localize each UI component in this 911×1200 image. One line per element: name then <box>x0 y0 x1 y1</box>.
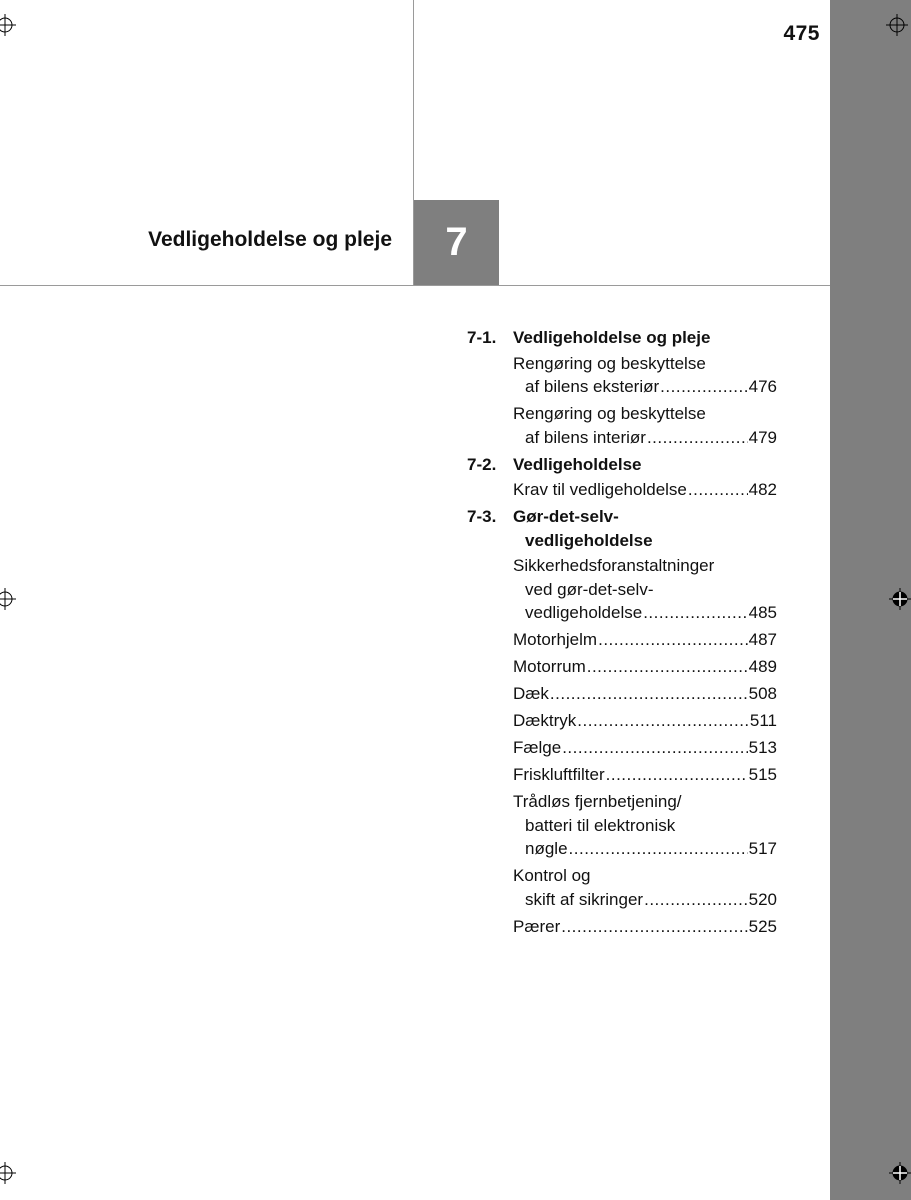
toc-entry[interactable] <box>513 478 777 502</box>
dot-leader <box>587 655 748 679</box>
toc-section-title-line1: Gør-det-selv- <box>513 507 619 526</box>
dot-leader <box>644 888 748 912</box>
toc-entry[interactable] <box>513 790 777 861</box>
toc-entry-title-cont: skift af sikringer <box>525 889 644 909</box>
toc-entry-page: 489 <box>748 657 777 676</box>
registration-mark-icon <box>889 1162 911 1184</box>
toc-section-number: 7-3. <box>467 507 497 526</box>
toc-entry-page: 479 <box>748 427 777 447</box>
header-horizontal-rule <box>0 285 830 286</box>
toc-section-heading <box>467 505 777 552</box>
toc-entry-page: 508 <box>748 684 777 703</box>
dot-leader <box>550 682 748 706</box>
toc-entry-leader-line <box>513 837 777 861</box>
toc-entry-page: 513 <box>748 738 777 757</box>
toc-entry[interactable] <box>513 554 777 625</box>
table-of-contents <box>467 326 777 942</box>
dot-leader <box>569 837 748 861</box>
toc-entry[interactable] <box>513 915 777 939</box>
dot-leader <box>647 426 748 450</box>
chapter-title: Vedligeholdelse og pleje <box>148 228 392 251</box>
dot-leader <box>606 763 748 787</box>
toc-entry-title-cont: vedligeholdelse <box>525 603 643 622</box>
toc-entry-leader-line <box>513 915 777 939</box>
toc-entry-title: Sikkerhedsforanstaltninger <box>513 556 715 575</box>
toc-entry-leader-line <box>513 736 777 760</box>
toc-entry-page: 485 <box>748 603 777 622</box>
toc-entry-page: 517 <box>748 839 777 858</box>
toc-entry-title: Kontrol og <box>513 866 591 885</box>
toc-entry-title: Friskluftfilter <box>513 765 605 784</box>
registration-mark-icon <box>0 588 16 610</box>
toc-entry-page: 515 <box>748 765 777 784</box>
toc-entry-title: Rengøring og beskyttelse <box>513 353 706 373</box>
toc-section-title <box>513 505 777 552</box>
toc-entry-page: 476 <box>748 377 777 396</box>
toc-entry-leader-line <box>513 888 777 912</box>
dot-leader <box>577 709 749 733</box>
toc-entry-page: 482 <box>748 480 777 499</box>
toc-entry[interactable] <box>513 763 777 787</box>
toc-entry-leader-line <box>513 763 777 787</box>
toc-entry-title: Rengøring og beskyttelse <box>513 404 706 423</box>
chapter-number: 7 <box>445 220 468 264</box>
toc-entry[interactable] <box>513 402 777 449</box>
toc-entry[interactable] <box>513 352 777 399</box>
dot-leader <box>688 478 748 502</box>
toc-entry-page: 520 <box>748 889 777 909</box>
toc-entry-title: Motorhjelm <box>513 630 598 649</box>
toc-entry-leader-line <box>513 709 777 733</box>
toc-section-title-line2: vedligeholdelse <box>525 530 653 550</box>
toc-entry-title: Fælge <box>513 738 562 757</box>
toc-entry-leader-line <box>513 628 777 652</box>
toc-entry-title: Pærer <box>513 916 561 936</box>
toc-entry-page: 487 <box>748 630 777 649</box>
registration-mark-icon <box>0 1162 16 1184</box>
toc-section-title: Vedligeholdelse og pleje <box>513 328 711 347</box>
registration-mark-icon <box>0 14 16 36</box>
toc-entry-title: Dæktryk <box>513 711 577 730</box>
toc-entry[interactable] <box>513 655 777 679</box>
toc-entry-page: 511 <box>749 711 777 730</box>
dot-leader <box>561 915 747 939</box>
toc-entry[interactable] <box>513 628 777 652</box>
dot-leader <box>643 601 747 625</box>
toc-section-number: 7-1. <box>467 328 497 347</box>
toc-entry-leader-line <box>513 426 777 450</box>
toc-entry[interactable] <box>513 682 777 706</box>
dot-leader <box>562 736 747 760</box>
toc-entry-leader-line <box>513 375 777 399</box>
toc-entry-title-cont: af bilens eksteriør <box>525 377 660 396</box>
toc-entry-title: Motorrum <box>513 657 586 676</box>
chapter-number-box <box>414 200 499 285</box>
toc-section-heading <box>467 326 777 350</box>
registration-mark-icon <box>886 14 908 36</box>
dot-leader <box>598 628 748 652</box>
toc-entry[interactable] <box>513 736 777 760</box>
toc-entry-title: Dæk <box>513 684 549 703</box>
registration-mark-icon <box>889 588 911 610</box>
toc-entry-title-cont: ved gør-det-selv- <box>525 579 654 599</box>
toc-entry[interactable] <box>513 864 777 911</box>
toc-entry-page: 525 <box>748 916 777 936</box>
toc-section-number: 7-2. <box>467 454 497 474</box>
toc-section-heading <box>467 453 777 477</box>
toc-entry-title: Krav til vedligeholdelse <box>513 480 687 499</box>
toc-entry-leader-line <box>513 655 777 679</box>
toc-entry-leader-line <box>513 601 777 625</box>
toc-entry-title-cont: af bilens interiør <box>525 427 646 447</box>
toc-section-title: Vedligeholdelse <box>513 454 642 474</box>
toc-entry-leader-line <box>513 478 777 502</box>
toc-entry-title-cont: batteri til elektronisk <box>525 815 676 835</box>
toc-entry-leader-line <box>513 682 777 706</box>
toc-entry-title-cont: nøgle <box>525 839 568 858</box>
page-number: 475 <box>783 22 820 45</box>
dot-leader <box>660 375 747 399</box>
toc-entry-title: Trådløs fjernbetjening/ <box>513 792 682 811</box>
toc-entry[interactable] <box>513 709 777 733</box>
